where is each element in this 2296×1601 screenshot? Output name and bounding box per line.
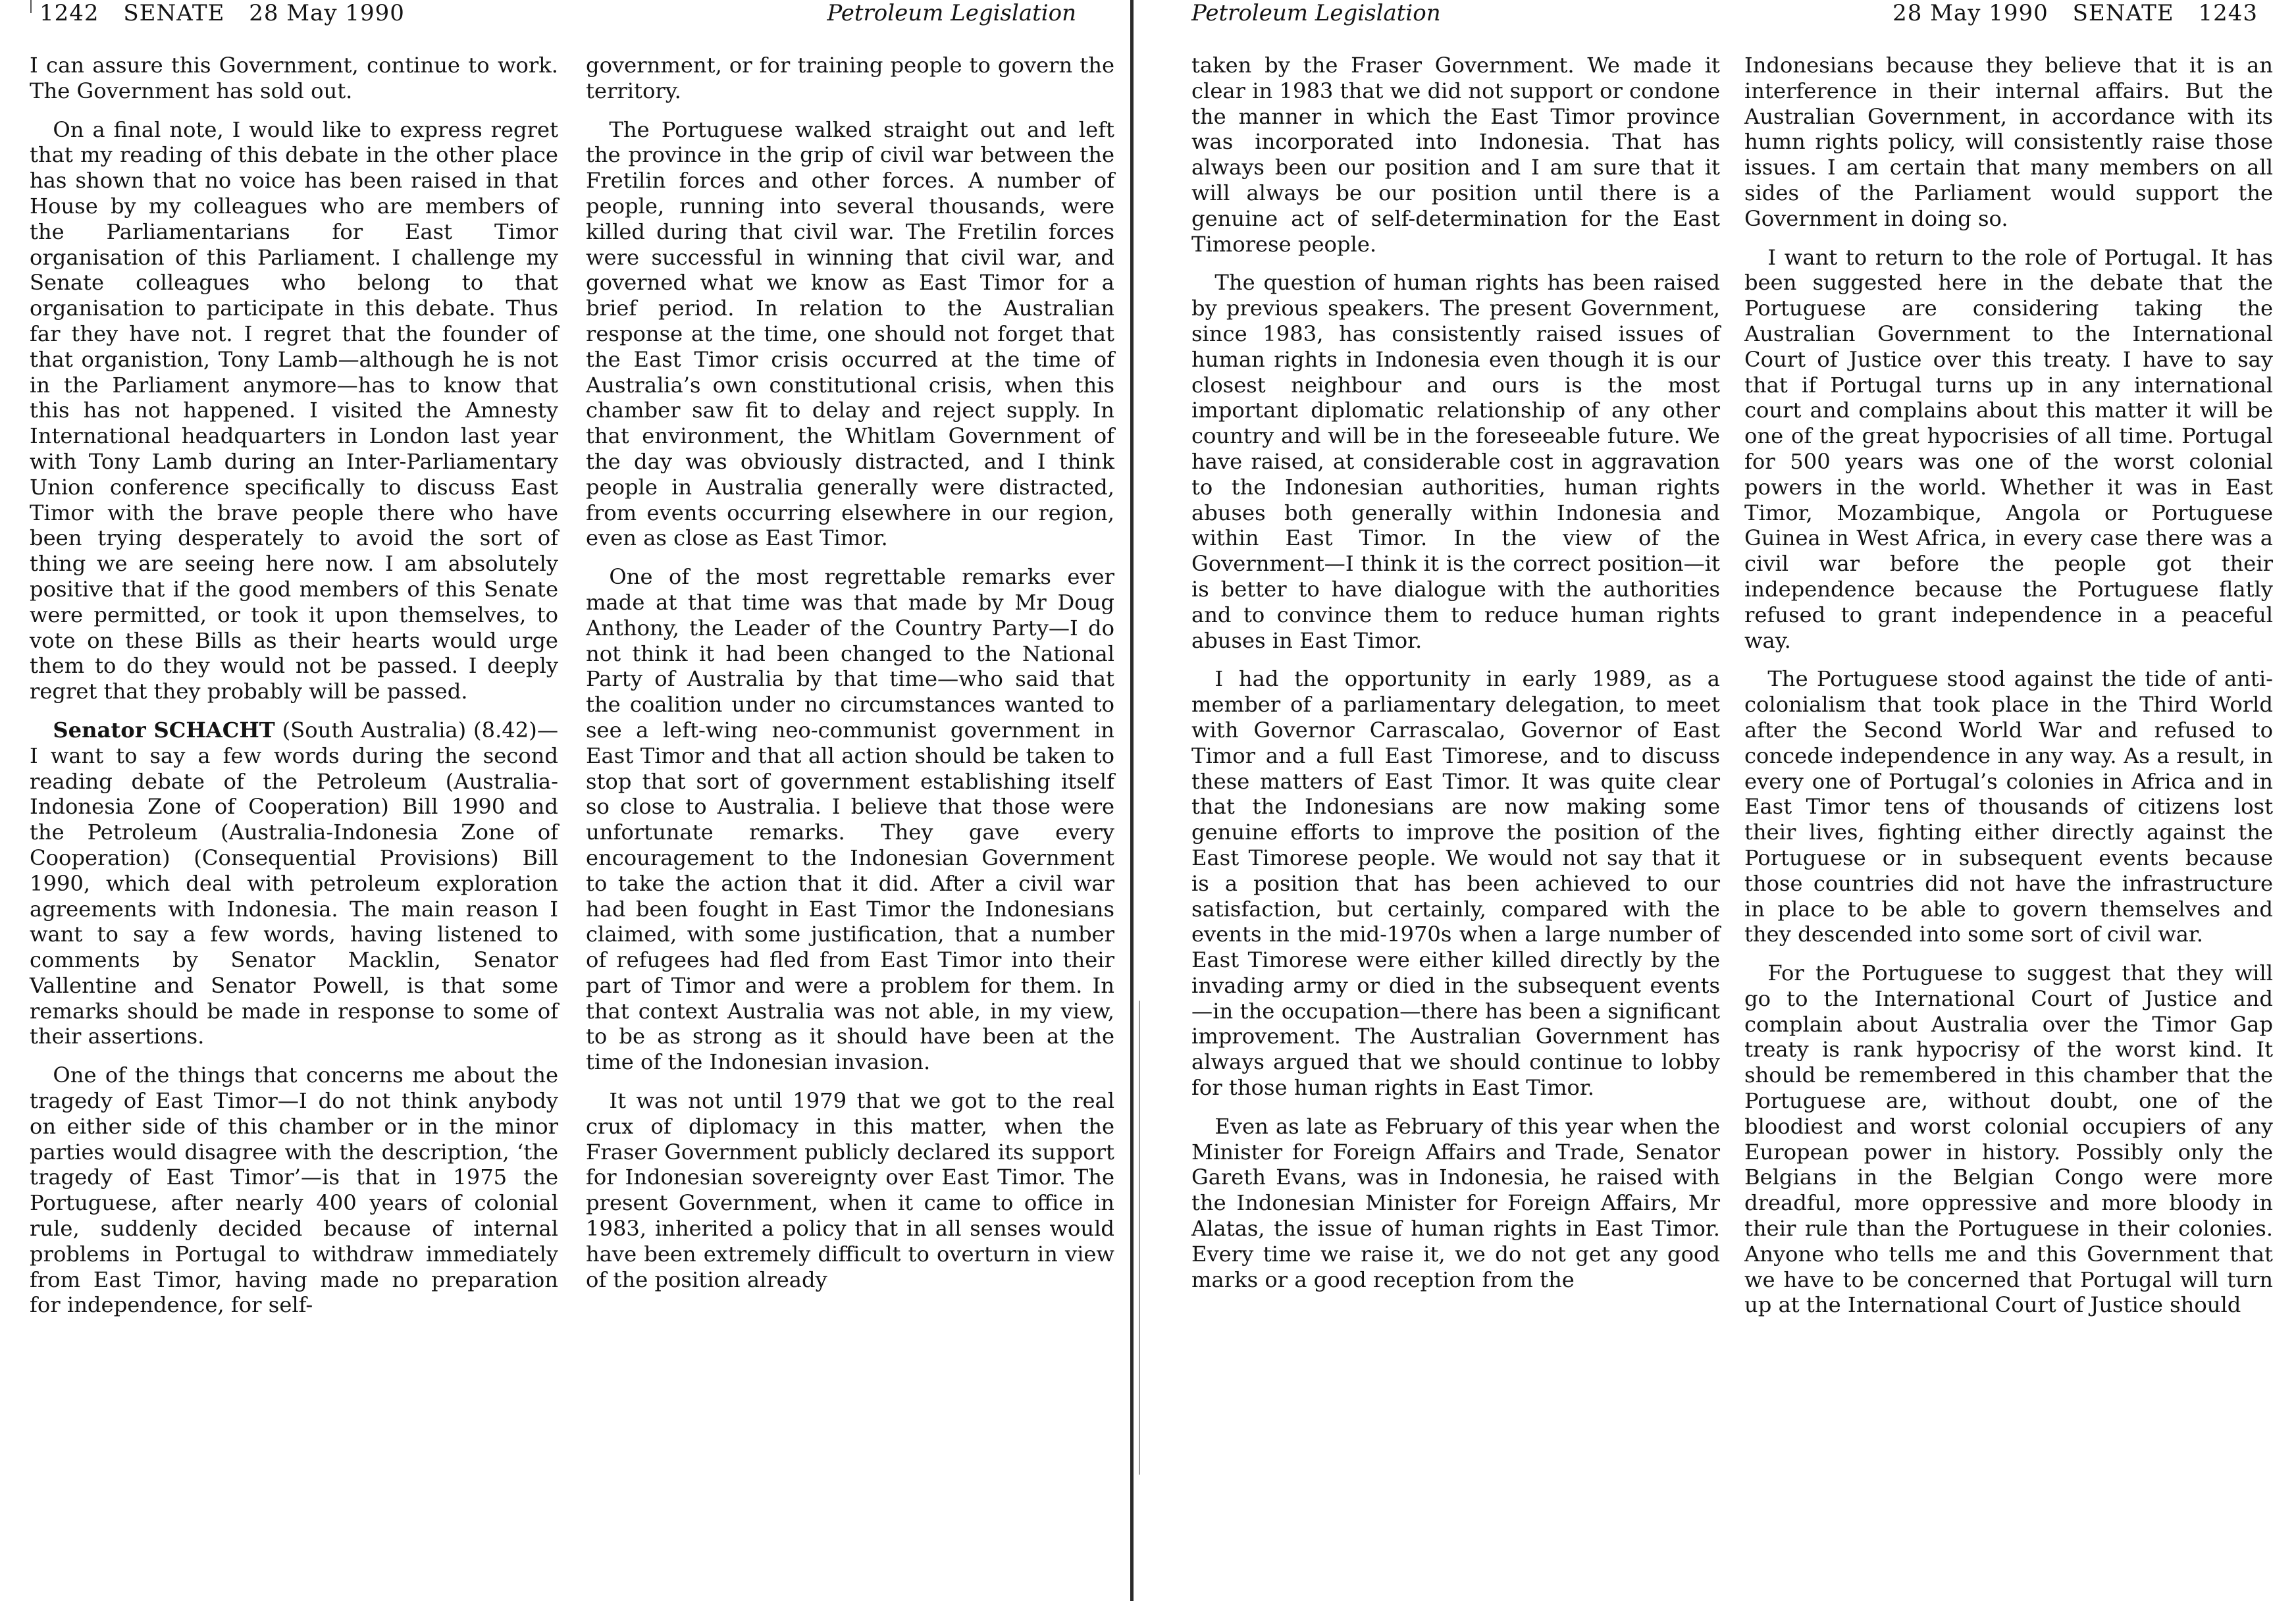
speaker-paragraph — [30, 718, 558, 1049]
right-page — [1139, 0, 2296, 1601]
paragraph: Indonesians because they believe that it is an interference in their internal affairs. But the Australian Government, in accordance with its humn rights policy, will consistently raise those issues. I am certain that many members on all sides of the Parliament would support the Government in doing so. — [1744, 53, 2273, 231]
speech-text: (South Australia) (8.42)—I want to say a few words during the second reading debate of the Petroleum (Australia-Indonesia Zone of Cooperation) Bill 1990 and the Petroleum (Australia-Indonesia Zone of Cooperation) (Consequential Provisions) Bill 1990, which deal with petroleum exploration agreements with Indonesia. The main reason I want to say a few words, having listened to comments by Senator Macklin, Senator Vallentine and Senator Powell, is that some remarks should be made in response to some of their assertions. — [30, 717, 559, 1049]
paragraph: I can assure this Government, continue to work. The Government has sold out. — [30, 53, 558, 103]
paragraph: It was not until 1979 that we got to the real crux of diplomacy in this matter, when the Fraser Government publicly declared its support for Indonesian sovereignty over East Timor. The present Government, when it came to office in 1983, inherited a policy that in all senses would have been extremely difficult to overturn in view of the position already — [586, 1088, 1114, 1292]
left-column-1 — [30, 53, 558, 1331]
paragraph: I want to return to the role of Portugal. It has been suggested here in the debate that the Portuguese are considering taking the Australian Government to the International Court of Justice over this treaty. I have to say that if Portugal turns up in any international court and complains about this matter it will be one of the great hypocrisies of all time. Portugal for 500 years was one of the worst colonial powers in the world. Whether it was in East Timor, Mozambique, Angola or Portuguese Guinea in West Africa, in every case there was a civil war before the people got their independence because the Portuguese flatly refused to grant independence in a peaceful way. — [1744, 244, 2273, 653]
right-column-2 — [1744, 53, 2273, 1331]
right-page-number: 1243 — [2198, 0, 2258, 26]
right-title: Petroleum Legislation — [1191, 0, 1441, 26]
left-title: Petroleum Legislation — [827, 0, 1076, 26]
left-date: 28 May 1990 — [249, 0, 405, 26]
left-column-2 — [586, 53, 1114, 1305]
margin-rule — [1139, 1001, 1140, 1475]
right-date: 28 May 1990 — [1892, 0, 2048, 26]
paragraph: One of the most regrettable remarks ever made at that time was that made by Mr Doug Anthony, the Leader of the Country Party—I do not think it had been changed to the National Party of Australia by that time—who said that the coalition under no circumstances wanted to see a left-wing neo-communist government in East Timor and that all action should be taken to stop that sort of government establishing itself so close to Australia. I believe that those were unfortunate remarks. They gave every encouragement to the Indonesian Government to take the action that it did. After a civil war had been fought in East Timor the Indonesians claimed, with some justification, that a number of refugees had fled from East Timor into their part of Timor and were a problem for them. In that context Australia was not able, in my view, to be as strong as it should have been at the time of the Indonesian invasion. — [586, 564, 1114, 1075]
paragraph: The Portuguese walked straight out and left the province in the grip of civil war between the Fretilin forces and other forces. A number of people, running into several thousands, were killed during that civil war. The Fretilin forces were successful in winning that civil war, and governed what we know as East Timor for a brief period. In relation to the Australian response at the time, one should not forget that the East Timor crisis occurred at the time of Australia’s own constitutional crisis, when this chamber saw fit to delay and reject supply. In that environment, the Whitlam Government of the day was obviously distracted, and I think people in Australia generally were distracted, from events occurring elsewhere in our region, even as close as East Timor. — [586, 117, 1114, 551]
left-chamber: SENATE — [123, 0, 225, 26]
right-head-info — [1892, 0, 2258, 26]
right-column-1 — [1191, 53, 1720, 1305]
paragraph: Even as late as February of this year when the Minister for Foreign Affairs and Trade, Senator Gareth Evans, was in Indonesia, he raised with the Indonesian Minister for Foreign Affairs, Mr Alatas, the issue of human rights in East Timor. Every time we raise it, we do not get any good marks or a good reception from the — [1191, 1113, 1720, 1292]
right-chamber: SENATE — [2072, 0, 2174, 26]
paragraph: One of the things that concerns me about the tragedy of East Timor—I do not think anybody on either side of this chamber or in the minor parties would disagree with the description, ‘the tragedy of East Timor’—is that in 1975 the Portuguese, after nearly 400 years of colonial rule, suddenly decided because of internal problems in Portugal to withdraw immediately from East Timor, having made no preparation for independence, for self- — [30, 1063, 558, 1318]
paragraph: government, or for training people to govern the territory. — [586, 53, 1114, 103]
paragraph: The question of human rights has been raised by previous speakers. The present Government, since 1983, has consistently raised issues of human rights in Indonesia even though it is our closest neighbour and ours is the most important diplomatic relationship of any other country and will be in the foreseeable future. We have raised, at considerable cost in aggravation to the Indonesian authorities, human rights abuses both generally within Indonesia and within East Timor. In the view of the Government—I think it is the correct position—it is better to have dialogue with the authorities and to convince them to reduce human rights abuses in East Timor. — [1191, 270, 1720, 653]
paragraph: For the Portuguese to suggest that they will go to the International Court of Justice and complain about Australia over the Timor Gap treaty is rank hypocrisy of the worst kind. It should be remembered in this chamber that the Portuguese are, without doubt, one of the bloodiest and worst colonial occupiers of any European power in history. Possibly only the Belgians in the Belgian Congo were more dreadful, more oppressive and more bloody in their rule than the Portuguese in their colonies. Anyone who tells me and this Government that we have to be concerned that Portugal will turn up at the International Court of Justice should — [1744, 960, 2273, 1318]
paragraph: On a final note, I would like to express regret that my reading of this debate in the other place has shown that no voice has been raised in that House by my colleagues who are members of the Parliamentarians for East Timor organisation of this Parliament. I challenge my Senate colleagues who belong to that organisation to participate in this debate. Thus far they have not. I regret that the founder of that organistion, Tony Lamb—although he is not in the Parliament anymore—has to know that this has not happened. I visited the Amnesty International headquarters in London last year with Tony Lamb during an Inter-Parliamentary Union conference specifically to discuss East Timor with the brave people there who have been trying desperately to avoid the sort of thing we are seeing here now. I am absolutely positive that if the good members of this Senate were permitted, or took it upon themselves, to vote on these Bills as their hearts would urge them to do they would not be passed. I deeply regret that they probably will be passed. — [30, 117, 558, 704]
right-running-head — [1191, 0, 2258, 26]
margin-mark — [30, 0, 32, 13]
speaker-name: Senator SCHACHT — [53, 717, 275, 743]
left-running-head — [39, 0, 1076, 26]
left-page — [0, 0, 1132, 1601]
paragraph: I had the opportunity in early 1989, as a member of a parliamentary delegation, to meet with Governor Carrascalao, Governor of East Timor and a full East Timorese, and to discuss these matters of East Timor. It was quite clear that the Indonesians are now making some genuine efforts to improve the position of the East Timorese people. We would not say that it is a position that has been achieved to our satisfaction, but certainly, compared with the events in the mid-1970s when a large number of East Timorese were either killed directly by the invading army or died in the subsequent events—in the occupation—there has been a significant improvement. The Australian Government has always argued that we should continue to lobby for those human rights in East Timor. — [1191, 666, 1720, 1101]
paragraph: The Portuguese stood against the tide of anti-colonialism that took place in the Third World after the Second World War and refused to concede independence in any way. As a result, in every one of Portugal’s colonies in Africa and in East Timor tens of thousands of citizens lost their lives, fighting either directly against the Portuguese or in subsequent events because those countries did not have the infrastructure in place to be able to govern themselves and they descended into some sort of civil war. — [1744, 666, 2273, 947]
page-gutter — [1130, 0, 1134, 1601]
left-page-number: 1242 — [39, 0, 99, 26]
paragraph: taken by the Fraser Government. We made it clear in 1983 that we did not support or condone the manner in which the East Timor province was incorporated into Indonesia. That has always been our position and I am sure that it will always be our position until there is a genuine act of self-determination for the East Timorese people. — [1191, 53, 1720, 257]
